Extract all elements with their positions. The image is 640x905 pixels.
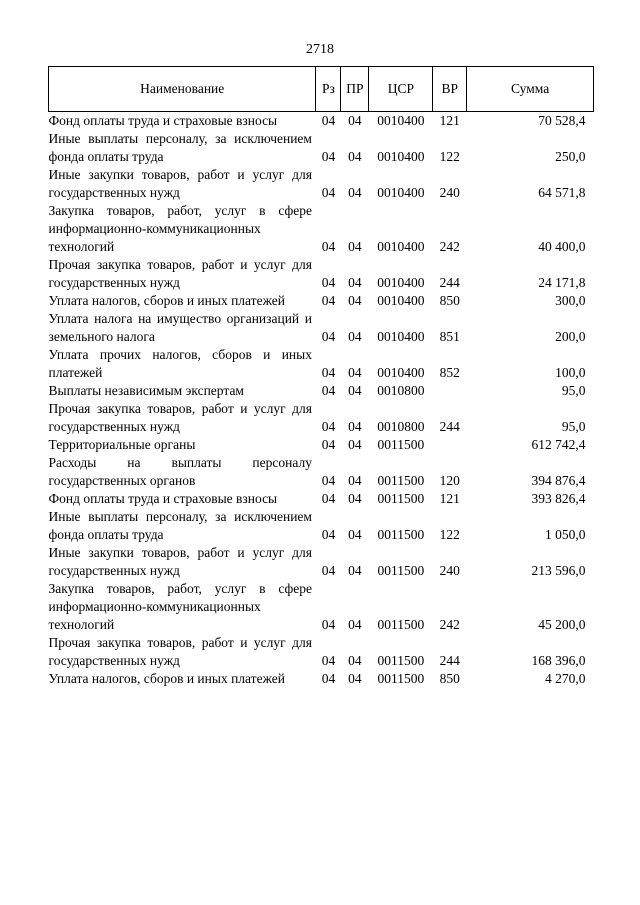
row-rz: 04 [321, 437, 336, 452]
row-csr: 0010400 [377, 329, 425, 344]
row-rz: 04 [321, 473, 336, 488]
row-name: Уплата прочих налогов, сборов и иных платежей [48, 347, 312, 380]
table-row [49, 436, 594, 454]
row-csr: 0011500 [377, 491, 425, 506]
row-csr: 0011500 [377, 437, 425, 452]
table-row [49, 454, 594, 490]
row-csr: 0010400 [377, 239, 425, 254]
row-csr: 0010800 [377, 419, 425, 434]
row-csr: 0011500 [377, 473, 425, 488]
row-rz: 04 [321, 275, 336, 290]
row-name: Прочая закупка товаров, работ и услуг для государственных нужд [48, 257, 312, 290]
row-sum: 200,0 [555, 329, 586, 344]
row-name: Уплата налога на имущество организаций и земельного налога [48, 311, 312, 344]
table-row [49, 130, 594, 166]
row-pr: 04 [348, 113, 362, 128]
row-vr: 122 [439, 149, 460, 164]
row-sum: 168 396,0 [531, 653, 586, 668]
row-rz: 04 [321, 491, 336, 506]
row-rz: 04 [321, 419, 336, 434]
row-name: Иные выплаты персоналу, за исключением фонда оплаты труда [48, 131, 312, 164]
row-pr: 04 [348, 419, 362, 434]
table-row [49, 112, 594, 131]
row-vr [433, 382, 467, 400]
row-pr: 04 [348, 239, 362, 254]
row-csr: 0011500 [377, 617, 425, 632]
row-name: Фонд оплаты труда и страховые взносы [48, 491, 278, 506]
table-row [49, 346, 594, 382]
header-csr: ЦСР [369, 67, 433, 112]
row-name: Иные закупки товаров, работ и услуг для государственных нужд [48, 545, 312, 578]
row-pr: 04 [348, 617, 362, 632]
row-pr: 04 [348, 653, 362, 668]
row-name: Закупка товаров, работ, услуг в сфере информационно-коммуникационных технологий [48, 203, 312, 254]
row-csr: 0010400 [377, 275, 425, 290]
row-name: Территориальные органы [48, 437, 196, 452]
row-csr: 0011500 [377, 671, 425, 686]
table-row [49, 634, 594, 670]
row-name: Выплаты независимым экспертам [48, 383, 244, 398]
row-sum: 250,0 [555, 149, 586, 164]
table-row [49, 670, 594, 688]
row-vr: 244 [439, 275, 460, 290]
row-csr: 0010400 [377, 365, 425, 380]
row-vr: 242 [439, 239, 460, 254]
row-csr: 0011500 [377, 563, 425, 578]
row-name: Прочая закупка товаров, работ и услуг для государственных нужд [48, 635, 312, 668]
table-row [49, 490, 594, 508]
row-csr: 0010400 [377, 113, 425, 128]
row-sum: 1 050,0 [545, 527, 586, 542]
page-number: 2718 [306, 42, 334, 57]
table-row [49, 310, 594, 346]
row-vr: 120 [439, 473, 460, 488]
row-rz: 04 [321, 617, 336, 632]
row-rz: 04 [321, 671, 336, 686]
row-rz: 04 [321, 185, 336, 200]
row-rz: 04 [321, 653, 336, 668]
row-csr: 0010400 [377, 293, 425, 308]
row-rz: 04 [321, 329, 336, 344]
row-pr: 04 [348, 473, 362, 488]
row-sum: 612 742,4 [531, 437, 586, 452]
header-pr: ПР [341, 67, 369, 112]
table-header [49, 67, 594, 112]
table-row [49, 256, 594, 292]
row-vr: 240 [439, 185, 460, 200]
row-vr: 851 [439, 329, 460, 344]
row-pr: 04 [348, 365, 362, 380]
row-vr: 850 [439, 293, 460, 308]
row-rz: 04 [321, 239, 336, 254]
table-row [49, 166, 594, 202]
row-vr: 244 [439, 653, 460, 668]
row-sum: 45 200,0 [538, 617, 586, 632]
row-rz: 04 [321, 563, 336, 578]
row-pr: 04 [348, 491, 362, 506]
row-vr: 121 [439, 113, 460, 128]
header-vr: ВР [433, 67, 467, 112]
table-row [49, 292, 594, 310]
row-pr: 04 [348, 185, 362, 200]
row-name: Прочая закупка товаров, работ и услуг для государственных нужд [48, 401, 312, 434]
header-sum: Сумма [467, 67, 594, 112]
row-vr: 242 [439, 617, 460, 632]
row-sum: 95,0 [561, 383, 586, 398]
row-rz: 04 [321, 293, 336, 308]
table-body [49, 112, 594, 689]
row-rz: 04 [321, 383, 336, 398]
row-sum: 24 171,8 [538, 275, 586, 290]
table-row [49, 508, 594, 544]
row-name: Иные выплаты персоналу, за исключением фонда оплаты труда [48, 509, 312, 542]
row-pr: 04 [348, 293, 362, 308]
table-row [49, 400, 594, 436]
row-pr: 04 [348, 275, 362, 290]
row-name: Уплата налогов, сборов и иных платежей [48, 671, 285, 686]
row-sum: 300,0 [555, 293, 586, 308]
budget-table [48, 66, 594, 688]
row-sum: 393 826,4 [531, 491, 586, 506]
row-sum: 70 528,4 [538, 113, 586, 128]
row-sum: 213 596,0 [531, 563, 586, 578]
row-sum: 95,0 [561, 419, 586, 434]
header-rz: Рз [316, 67, 341, 112]
row-csr: 0011500 [377, 653, 425, 668]
row-csr: 0010400 [377, 185, 425, 200]
row-rz: 04 [321, 365, 336, 380]
header-name: Наименование [49, 67, 316, 112]
row-name: Закупка товаров, работ, услуг в сфере информационно-коммуникационных технологий [48, 581, 312, 632]
row-pr: 04 [348, 383, 362, 398]
row-rz: 04 [321, 527, 336, 542]
row-name: Уплата налогов, сборов и иных платежей [48, 293, 285, 308]
row-vr: 244 [439, 419, 460, 434]
table-row [49, 382, 594, 400]
row-sum: 394 876,4 [531, 473, 586, 488]
row-sum: 100,0 [555, 365, 586, 380]
table-row [49, 202, 594, 256]
row-rz: 04 [321, 113, 336, 128]
row-rz: 04 [321, 149, 336, 164]
row-sum: 40 400,0 [538, 239, 586, 254]
row-pr: 04 [348, 527, 362, 542]
row-name: Фонд оплаты труда и страховые взносы [48, 113, 278, 128]
row-pr: 04 [348, 149, 362, 164]
row-vr: 852 [439, 365, 460, 380]
row-vr: 121 [439, 491, 460, 506]
row-sum: 64 571,8 [538, 185, 586, 200]
row-vr: 240 [439, 563, 460, 578]
row-name: Иные закупки товаров, работ и услуг для государственных нужд [48, 167, 312, 200]
table-row [49, 544, 594, 580]
row-vr: 122 [439, 527, 460, 542]
row-csr: 0011500 [377, 527, 425, 542]
row-pr: 04 [348, 563, 362, 578]
row-csr: 0010800 [377, 383, 425, 398]
row-csr: 0010400 [377, 149, 425, 164]
table-row [49, 580, 594, 634]
row-pr: 04 [348, 329, 362, 344]
row-vr: 850 [439, 671, 460, 686]
row-sum: 4 270,0 [545, 671, 586, 686]
row-pr: 04 [348, 671, 362, 686]
row-pr: 04 [348, 437, 362, 452]
row-vr [433, 436, 467, 454]
row-name: Расходы на выплаты персоналу государственных органов [48, 455, 312, 488]
